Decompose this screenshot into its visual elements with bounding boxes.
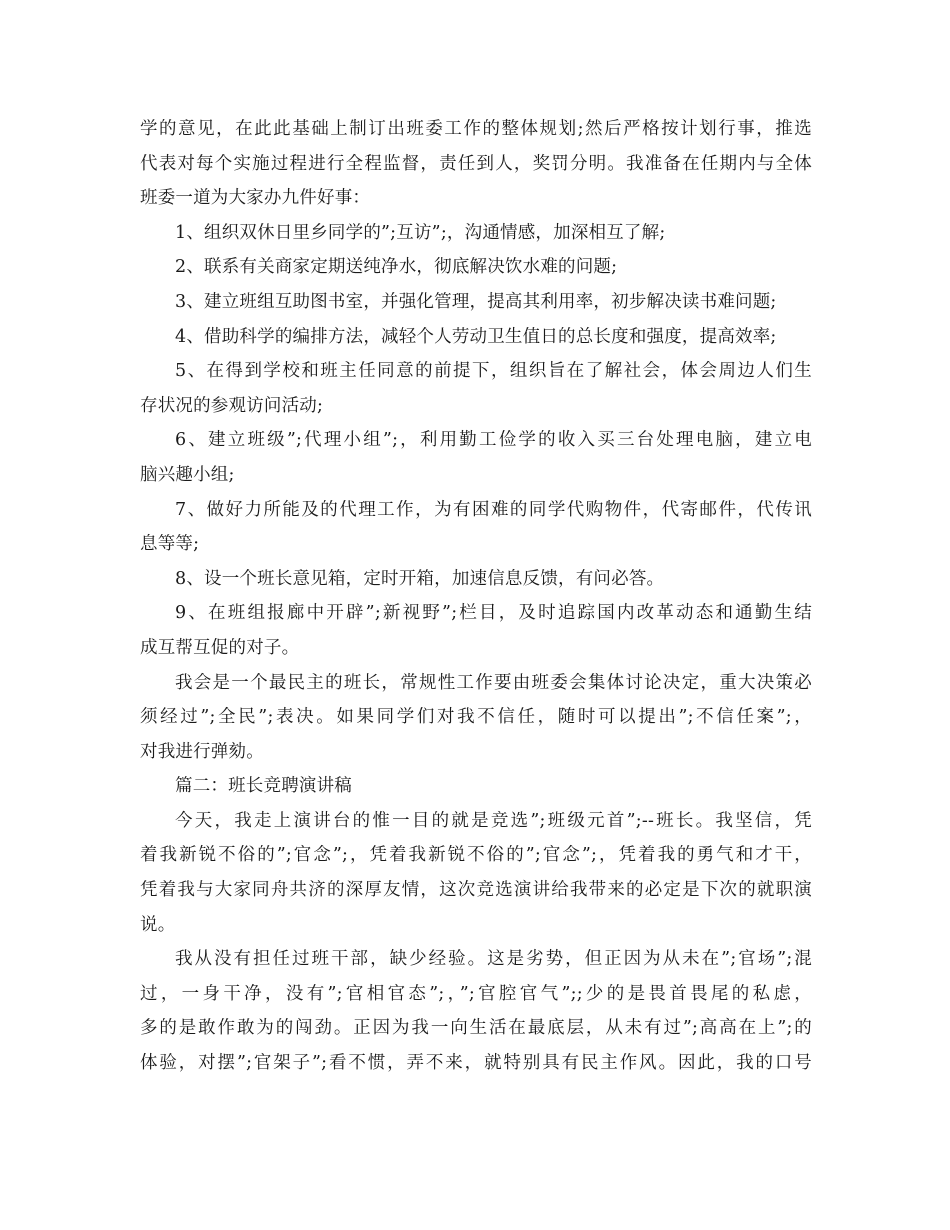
text-line: 8、设一个班长意见箱，定时开箱，加速信息反馈，有问必答。 (175, 568, 665, 589)
text-line: 学的意见，在此此基础上制订出班委工作的整体规划;然后严格按计划行事，推选 (140, 119, 812, 139)
text-line: 我从没有担任过班干部，缺少经验。这是劣势，但正因为从未在”;官场”;混 (175, 949, 812, 970)
text-line: 说。 (140, 914, 176, 935)
text-line: 存状况的参观访问活动; (140, 395, 324, 416)
text-line: 着我新锐不俗的”;官念”;，凭着我新锐不俗的”;官念”;，凭着我的勇气和才干， (140, 845, 812, 866)
text-line: 代表对每个实施过程进行全程监督，责任到人，奖罚分明。我准备在任期内与全体 (140, 153, 812, 174)
text-line: 班委一道为大家办九件好事： (140, 188, 371, 209)
text-line: 5、在得到学校和班主任同意的前提下，组织旨在了解社会，体会周边人们生 (175, 361, 812, 382)
text-line: 息等等; (140, 534, 200, 555)
text-line: 2、联系有关商家定期送纯净水，彻底解决饮水难的问题; (175, 257, 618, 278)
text-line: 今天，我走上演讲台的惟一目的就是竞选”;班级元首”;--班长。我坚信，凭 (175, 810, 812, 831)
text-line: 凭着我与大家同舟共济的深厚友情，这次竞选演讲给我带来的必定是下次的就职演 (140, 880, 812, 901)
text-line: 脑兴趣小组; (140, 464, 235, 485)
text-line: 体验，对摆”;官架子”;看不惯，弄不来，就特别具有民主作风。因此，我的口号 (140, 1053, 812, 1074)
text-line: 7、做好力所能及的代理工作，为有困难的同学代购物件，代寄邮件，代传讯 (175, 499, 812, 520)
text-line: 篇二：班长竞聘演讲稿 (175, 776, 352, 797)
text-line: 6、建立班级”;代理小组”;，利用勤工俭学的收入买三台处理电脑，建立电 (175, 430, 812, 451)
text-line: 1、组织双休日里乡同学的”;互访”;，沟通情感，加深相互了解; (175, 222, 666, 243)
text-line: 我会是一个最民主的班长，常规性工作要由班委会集体讨论决定，重大决策必 (175, 672, 812, 693)
text-line: 3、建立班组互助图书室，并强化管理，提高其利用率，初步解决读书难问题; (175, 291, 777, 312)
text-line: 9、在班组报廊中开辟”;新视野”;栏目，及时追踪国内改革动态和通勤生结 (175, 603, 812, 624)
text-line: 过，一身干净，没有”;官相官态”;，”;官腔官气”;;少的是畏首畏尾的私虑， (140, 983, 812, 1004)
text-line: 对我进行弹劾。 (140, 741, 264, 762)
text-line: 成互帮互促的对子。 (140, 637, 300, 658)
text-line: 4、借助科学的编排方法，减轻个人劳动卫生值日的总长度和强度，提高效率; (175, 326, 777, 347)
text-line: 多的是敢作敢为的闯劲。正因为我一向生活在最底层，从未有过”;高高在上”;的 (140, 1018, 812, 1039)
document-body (140, 112, 812, 1081)
text-line: 须经过”;全民”;表决。如果同学们对我不信任，随时可以提出”;不信任案”;， (140, 707, 812, 728)
